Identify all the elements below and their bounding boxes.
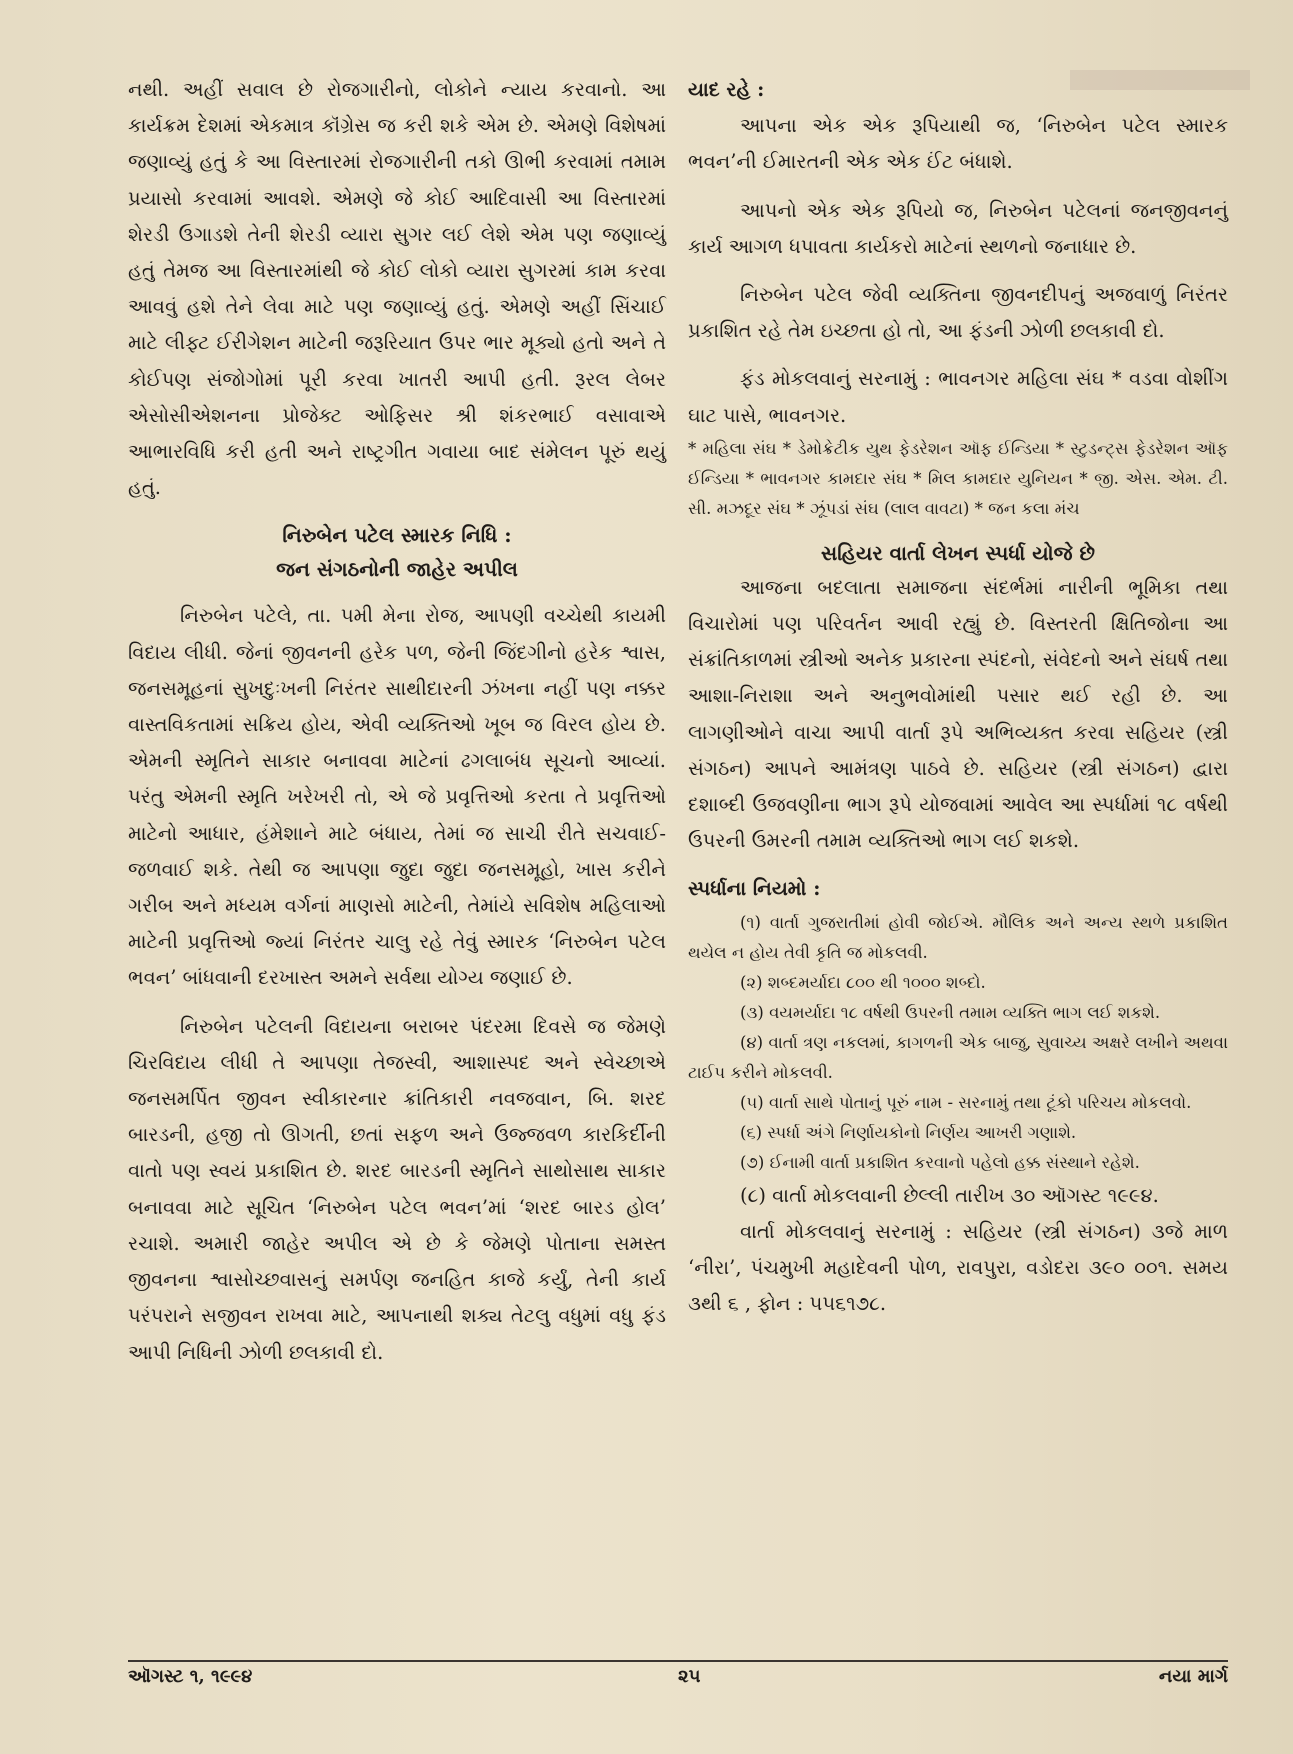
paragraph-niruben-tribute: નિરુબેન પટેલે, તા. ૫મી મેના રોજ, આપણી વચ્ચેથી કાયમી વિદાય લીધી. જેનાં જીવનની હરેક પળ, જેની જિંદગીનો હરેક શ્વાસ, જનસમૂહનાં સુખદુઃખની નિરંતર સાથીદારની ઝંખના નહીં પણ નક્કર વાસ્તવિકતામાં સક્રિય હોય, એવી વ્યક્તિઓ ખૂબ જ વિરલ હોય છે. એમની સ્મૃતિને સાકાર બનાવવા માટેનાં ઢગલાબંધ સૂચનો આવ્યાં. પરંતુ એમની સ્મૃતિ ખરેખરી તો, એ જે પ્રવૃત્તિઓ કરતા તે પ્રવૃત્તિઓ માટેનો આધાર, હંમેશાને માટે બંધાય, તેમાં જ સાચી રીતે સચવાઈ-જળવાઈ શકે. તેથી જ આપણા જુદા જુદા જનસમૂહો, ખાસ કરીને ગરીબ અને મધ્યમ વર્ગનાં માણસો માટેની, તેમાંયે સવિશેષ મહિલાઓ માટેની પ્રવૃત્તિઓ જ્યાં નિરંતર ચાલુ રહે તેવું સ્મારક ‘નિરુબેન પટેલ ભવન’ બાંધવાની દરખાસ્ત અમને સર્વથા યોગ્ય જણાઈ છે. [128, 604, 666, 990]
rule-item: (૭) ઈનામી વાર્તા પ્રકાશિત કરવાનો પહેલો હક્ક સંસ્થાને રહેશે. [740, 1152, 1140, 1172]
footer-rule [128, 1660, 1228, 1662]
rule-item: (૮) વાર્તા મોકલવાની છેલ્લી તારીખ ૩૦ ઑગસ્ટ ૧૯૯૪. [740, 1183, 1159, 1207]
magazine-name: નયા માર્ગ [1158, 1666, 1228, 1687]
organizations-list: * મહિલા સંઘ * ડેમોક્રેટીક યુથ ફેડરેશન ઑફ ઈન્ડિયા * સ્ટુડન્ટ્સ ફેડરેશન ઑફ ઈન્ડિયા * ભાવનગર કામદાર સંઘ * મિલ કામદાર યુનિયન * જી. એસ. એમ. ટી. સી. મઝદૂર સંઘ * ઝૂંપડાં સંઘ (લાલ વાવટા) * જન કલા મંચ [688, 438, 1228, 518]
left-column [128, 72, 666, 1371]
rule-item: (૧) વાર્તા ગુજરાતીમાં હોવી જોઈએ. મૌલિક અને અન્ય સ્થળે પ્રકાશિત થયેલ ન હોય તેવી કૃતિ જ મોકલવી. [688, 912, 1228, 962]
fund-address: ફંડ મોકલવાનું સરનામું : ભાવનગર મહિલા સંઘ * વડવા વોશીંગ ઘાટ પાસે, ભાવનગર. [688, 367, 1228, 427]
page-footer [128, 1666, 1228, 1696]
paragraph-contest-intro: આજના બદલાતા સમાજના સંદર્ભમાં નારીની ભૂમિકા તથા વિચારોમાં પણ પરિવર્તન આવી રહ્યું છે. વિસ્તરતી ક્ષિતિજોના આ સંક્રાંતિકાળમાં સ્ત્રીઓ અનેક પ્રકારના સ્પંદનો, સંવેદનો અને સંઘર્ષ તથા આશા-નિરાશા અને અનુભવોમાંથી પસાર થઈ રહી છે. આ લાગણીઓને વાચા આપી વાર્તા રૂપે અભિવ્યક્ત કરવા સહિયર (સ્ત્રી સંગઠન) આપને આમંત્રણ પાઠવે છે. સહિયર (સ્ત્રી સંગઠન) દ્વારા દશાબ્દી ઉજવણીના ભાગ રૂપે યોજવામાં આવેલ આ સ્પર્ધામાં ૧૮ વર્ષથી ઉપરની ઉમરની તમામ વ્યક્તિઓ ભાગ લઈ શકશે. [688, 575, 1228, 853]
rule-item: (૨) શબ્દમર્યાદા ૮૦૦ થી ૧૦૦૦ શબ્દો. [740, 972, 986, 992]
paragraph-support-base: આપનો એક એક રૂપિયો જ, નિરુબેન પટેલનાં જનજીવનનું કાર્ય આગળ ધપાવતા કાર્યકરો માટેનાં સ્થળનો જનાધાર છે. [688, 198, 1228, 258]
rule-item: (૫) વાર્તા સાથે પોતાનું પૂરું નામ - સરનામું તથા ટૂંકો પરિચય મોકલવો. [740, 1092, 1192, 1112]
remember-label: યાદ રહે : [688, 78, 765, 101]
paragraph-sugar-employment: નથી. અહીં સવાલ છે રોજગારીનો, લોકોને ન્યાય કરવાનો. આ કાર્યક્રમ દેશમાં એકમાત્ર કૉંગ્રેસ જ કરી શકે એમ છે. એમણે વિશેષમાં જણાવ્યું હતું કે આ વિસ્તારમાં રોજગારીની તકો ઊભી કરવામાં તમામ પ્રયાસો કરવામાં આવશે. એમણે જે કોઈ આદિવાસી આ વિસ્તારમાં શેરડી ઉગાડશે તેની શેરડી વ્યારા સુગર લઈ લેશે એમ પણ જણાવ્યું હતું તેમજ આ વિસ્તારમાંથી જે કોઈ લોકો વ્યારા સુગરમાં કામ કરવા આવવું હશે તેને લેવા માટે પણ જણાવ્યું હતું. એમણે અહીં સિંચાઈ માટે લીફ્ટ ઈરીગેશન માટેની જરૂરિયાત ઉપર ભાર મૂક્યો હતો અને તે કોઈપણ સંજોગોમાં પૂરી કરવા ખાતરી આપી હતી. રૂરલ લેબર એસોસીએશનના પ્રોજેક્ટ ઓફિસર શ્રી શંકરભાઈ વસાવાએ આભારવિધિ કરી હતી અને રાષ્ટ્રગીત ગવાયા બાદ સંમેલન પૂરું થયું હતું. [128, 78, 666, 500]
public-appeal-subheading: જન સંગઠનોની જાહેર અપીલ [276, 557, 518, 582]
paragraph-every-rupee: આપના એક એક રૂપિયાથી જ, ‘નિરુબેન પટેલ સ્મારક ભવન’ની ઈમારતની એક એક ઈંટ બંધાશે. [688, 114, 1228, 174]
rules-label: સ્પર્ધાના નિયમો : [688, 877, 821, 901]
right-column [688, 72, 1228, 1322]
footer-date: ઑગસ્ટ ૧, ૧૯૯૪ [128, 1666, 253, 1687]
rule-item: (૬) સ્પર્ધા અંગે નિર્ણાયકોનો નિર્ણય આખરી ગણાશે. [740, 1122, 1077, 1142]
page-number: ૨૫ [678, 1666, 701, 1687]
paragraph-fill-fund: નિરુબેન પટેલ જેવી વ્યક્તિના જીવનદીપનું અજવાળું નિરંતર પ્રકાશિત રહે તેમ ઇચ્છતા હો તો, આ ફંડની ઝોળી છલકાવી દો. [688, 283, 1228, 343]
story-send-address: વાર્તા મોકલવાનું સરનામું : સહિયર (સ્ત્રી સંગઠન) ૩જે માળ ‘નીરા’, પંચમુખી મહાદેવની પોળ, રાવપુરા, વડોદરા ૩૯૦ ૦૦૧. સમય ૩થી ૬ , ફોન : ૫૫૬૧૭૮. [688, 1219, 1228, 1316]
story-contest-heading: સહિયર વાર્તા લેખન સ્પર્ધા યોજે છે [821, 540, 1095, 565]
memorial-fund-heading: નિરુબેન પટેલ સ્મારક નિધિ : [282, 523, 512, 548]
paragraph-sharad-barad: નિરુબેન પટેલની વિદાયના બરાબર પંદરમા દિવસે જ જેમણે ચિરવિદાય લીધી તે આપણા તેજસ્વી, આશાસ્પદ અને સ્વેચ્છાએ જનસમર્પિત જીવન સ્વીકારનાર ક્રાંતિકારી નવજવાન, બિ. શરદ બારડની, હજી તો ઊગતી, છતાં સફળ અને ઉજ્જવળ કારકિર્દીની વાતો પણ સ્વયં પ્રકાશિત છે. શરદ બારડની સ્મૃતિને સાથોસાથ સાકાર બનાવવા માટે સૂચિત ‘નિરુબેન પટેલ ભવન’માં ‘શરદ બારડ હોલ’ રચાશે. અમારી જાહેર અપીલ એ છે કે જેમણે પોતાના સમસ્ત જીવનના શ્વાસોચ્છવાસનું સમર્પણ જનહિત કાજે કર્યું, તેની કાર્ય પરંપરાને સજીવન રાખવા માટે, આપનાથી શક્ય તેટલુ વધુમાં વધુ ફંડ આપી નિધિની ઝોળી છલકાવી દો. [128, 1014, 666, 1364]
rule-item: (૪) વાર્તા ત્રણ નકલમાં, કાગળની એક બાજુ, સુવાચ્ય અક્ષરે લખીને અથવા ટાઈપ કરીને મોકલવી. [688, 1032, 1228, 1082]
rule-item: (૩) વયમર્યાદા ૧૮ વર્ષથી ઉપરની તમામ વ્યક્તિ ભાગ લઈ શકશે. [740, 1002, 1161, 1022]
